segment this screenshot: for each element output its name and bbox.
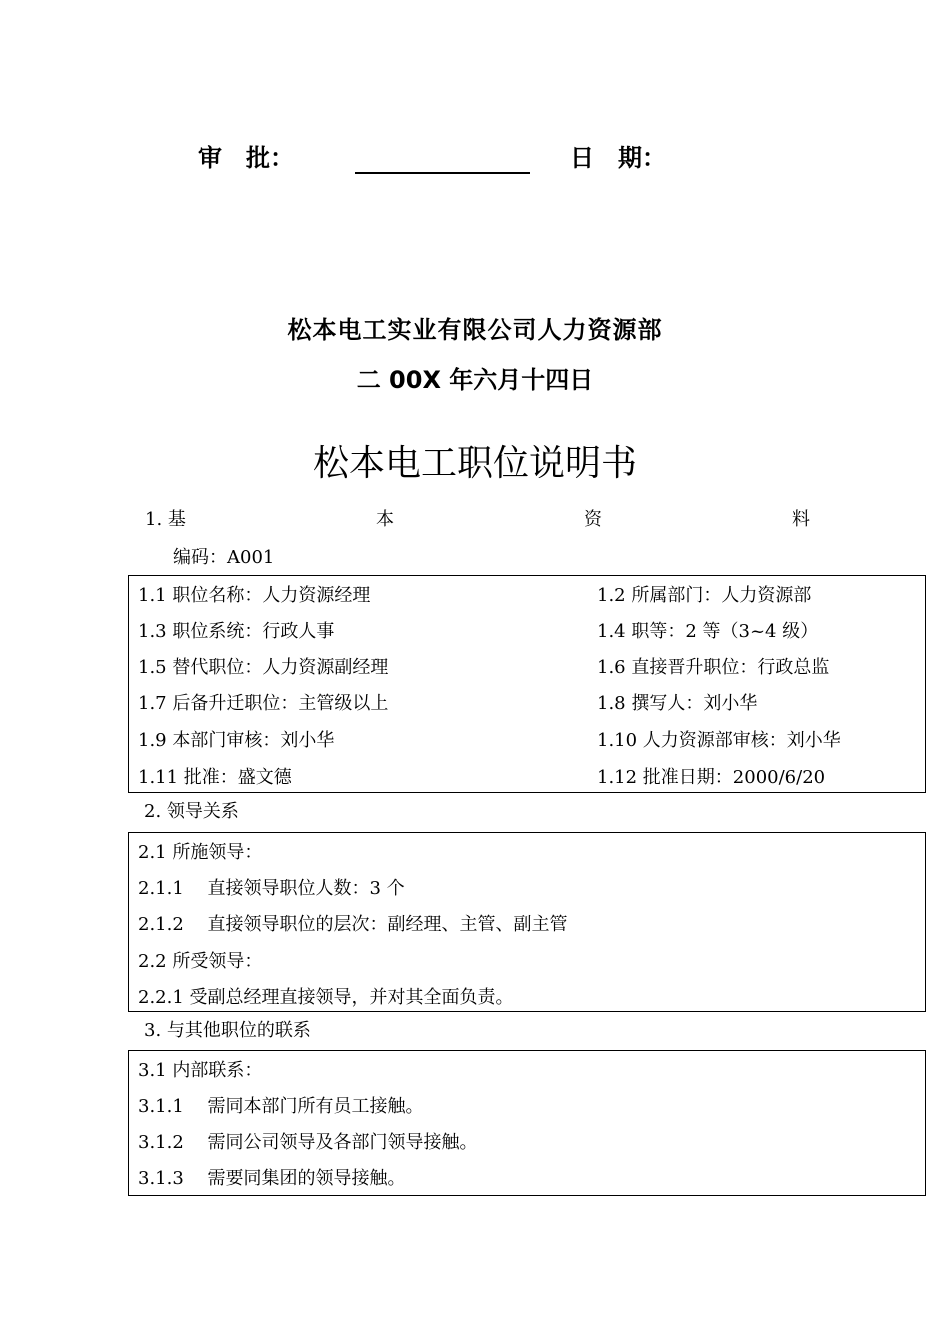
leadership-line: 2.2 所受领导： xyxy=(138,951,263,972)
leadership-line: 2.1.2 直接领导职位的层次：副经理、主管、副主管 xyxy=(138,914,568,935)
section1-heading-char: 本 xyxy=(375,509,394,530)
approve-label: 审 批： xyxy=(198,144,294,172)
info-cell: 1.7 后备升迁职位：主管级以上 xyxy=(138,693,389,714)
section2-heading: 2. 领导关系 xyxy=(144,801,239,822)
signature-line xyxy=(355,172,530,174)
info-cell: 1.3 职位系统：行政人事 xyxy=(138,621,335,642)
info-cell: 1.5 替代职位：人力资源副经理 xyxy=(138,657,389,678)
info-cell: 1.2 所属部门：人力资源部 xyxy=(597,585,812,606)
info-cell: 1.10 人力资源部审核：刘小华 xyxy=(597,730,841,751)
leadership-line: 2.2.1 受副总经理直接领导，并对其全面负责。 xyxy=(138,987,514,1008)
contacts-line: 3.1.1 需同本部门所有员工接触。 xyxy=(138,1096,424,1117)
section3-heading: 3. 与其他职位的联系 xyxy=(144,1020,311,1041)
company-name: 松本电工实业有限公司人力资源部 xyxy=(287,316,663,344)
info-cell: 1.6 直接晋升职位：行政总监 xyxy=(597,657,830,678)
basic-info-table xyxy=(128,575,926,793)
section1-heading-char: 资 xyxy=(583,509,602,530)
info-cell: 1.4 职等：2 等（3~4 级） xyxy=(597,621,819,642)
info-cell: 1.11 批准：盛文德 xyxy=(138,767,292,788)
info-cell: 1.12 批准日期：2000/6/20 xyxy=(597,767,826,788)
leadership-line: 2.1.1 直接领导职位人数：3 个 xyxy=(138,878,405,899)
section1-heading xyxy=(145,505,810,531)
date-label: 日 期： xyxy=(570,144,666,172)
position-code: 编码：A001 xyxy=(173,547,275,568)
document-title: 松本电工职位说明书 xyxy=(312,443,637,484)
info-cell: 1.9 本部门审核：刘小华 xyxy=(138,730,335,751)
section1-heading-char: 料 xyxy=(792,509,810,530)
leadership-table xyxy=(128,832,926,1012)
contacts-table xyxy=(128,1050,926,1196)
info-cell: 1.1 职位名称：人力资源经理 xyxy=(138,585,371,606)
issue-date: 二 00X 年六月十四日 xyxy=(356,366,594,394)
info-cell: 1.8 撰写人：刘小华 xyxy=(597,693,758,714)
contacts-line: 3.1 内部联系： xyxy=(138,1060,263,1081)
contacts-line: 3.1.2 需同公司领导及各部门领导接触。 xyxy=(138,1132,478,1153)
leadership-line: 2.1 所施领导： xyxy=(138,842,263,863)
contacts-line: 3.1.3 需要同集团的领导接触。 xyxy=(138,1168,406,1189)
approval-row xyxy=(0,138,950,178)
section1-heading-char: 1. 基 xyxy=(145,509,186,530)
